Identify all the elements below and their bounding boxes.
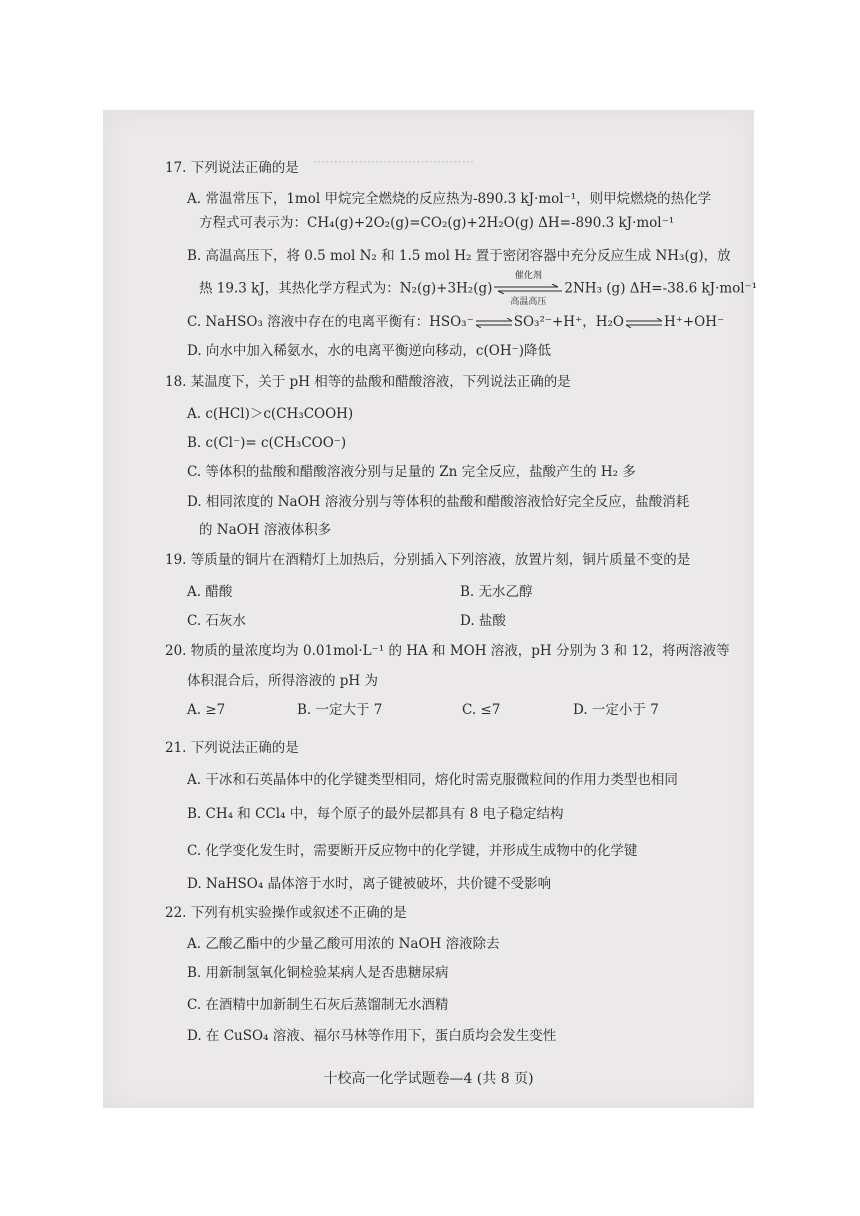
q22-option-d: D. 在 CuSO₄ 溶液、福尔马林等作用下，蛋白质均会发生变性 — [187, 1028, 557, 1044]
q22-stem: 22. 下列有机实验操作或叙述不正确的是 — [165, 905, 407, 921]
page-footer: 十校高一化学试题卷—4 (共 8 页) — [323, 1071, 534, 1087]
q17-option-c-part3: H⁺+OH⁻ — [663, 314, 725, 330]
q21-option-b: B. CH₄ 和 CCl₄ 中，每个原子的最外层都具有 8 电子稳定结构 — [187, 806, 564, 822]
q21-option-d: D. NaHSO₄ 晶体溶于水时，离子键被破坏，共价键不受影响 — [187, 876, 552, 892]
q19-option-d: D. 盐酸 — [460, 613, 506, 629]
q19-stem: 19. 等质量的铜片在酒精灯上加热后，分别插入下列溶液，放置片刻，铜片质量不变的是 — [165, 552, 691, 568]
q18-option-c: C. 等体积的盐酸和醋酸溶液分别与足量的 Zn 完全反应，盐酸产生的 H₂ 多 — [187, 464, 636, 480]
reversible-arrow-icon — [494, 271, 562, 307]
q18-option-b: B. c(Cl⁻)= c(CH₃COO⁻) — [187, 435, 347, 451]
q20-option-a: A. ≥7 — [187, 702, 226, 718]
q20-option-c: C. ≤7 — [462, 702, 501, 718]
q17-option-b-product: 2NH₃ (g) ΔH=-38.6 kJ·mol⁻¹ — [564, 280, 758, 297]
q22-option-b: B. 用新制氢氧化铜检验某病人是否患糖尿病 — [187, 965, 449, 981]
q20-stem-line2: 体积混合后，所得溶液的 pH 为 — [187, 673, 378, 689]
q17-option-b-line1: B. 高温高压下，将 0.5 mol N₂ 和 1.5 mol H₂ 置于密闭容器中充分反应生成 NH₃(g)，放 — [187, 248, 731, 264]
equilibrium-arrow-icon — [474, 318, 514, 328]
condition-label: 高温高压 — [510, 297, 547, 307]
q18-option-a: A. c(HCl)＞c(CH₃COOH) — [187, 406, 354, 422]
q19-option-c: C. 石灰水 — [187, 613, 246, 629]
bleed-through-text: ······································· — [313, 155, 475, 170]
q21-stem: 21. 下列说法正确的是 — [165, 740, 299, 756]
q20-stem-line1: 20. 物质的量浓度均为 0.01mol·L⁻¹ 的 HA 和 MOH 溶液，pH 分别为 3 和 12，将两溶液等 — [165, 643, 730, 659]
exam-paper — [103, 110, 758, 1108]
q18-option-d-line2: 的 NaOH 溶液体积多 — [199, 522, 332, 538]
q17-option-b-line2 — [199, 271, 758, 307]
catalyst-label: 催化剂 — [514, 271, 542, 281]
q18-option-d-line1: D. 相同浓度的 NaOH 溶液分别与等体积的盐酸和醋酸溶液恰好完全反应，盐酸消耗 — [187, 494, 690, 510]
q19-option-a: A. 醋酸 — [187, 584, 233, 600]
q22-option-a: A. 乙酸乙酯中的少量乙酸可用浓的 NaOH 溶液除去 — [187, 936, 500, 952]
q17-option-a-line2: 方程式可表示为：CH₄(g)+2O₂(g)=CO₂(g)+2H₂O(g) ΔH=-890.3 kJ·mol⁻¹ — [199, 215, 675, 231]
q17-option-c-part1: C. NaHSO₃ 溶液中存在的电离平衡有：HSO₃⁻ — [187, 314, 474, 330]
q20-option-b: B. 一定大于 7 — [297, 702, 383, 718]
q20-option-d: D. 一定小于 7 — [573, 702, 659, 718]
q21-option-a: A. 干冰和石英晶体中的化学键类型相同，熔化时需克服微粒间的作用力类型也相同 — [187, 772, 678, 788]
q19-option-b: B. 无水乙醇 — [460, 584, 533, 600]
q17-stem: 17. 下列说法正确的是 — [165, 160, 299, 176]
q17-option-b-text: 热 19.3 kJ，其热化学方程式为：N₂(g)+3H₂(g) — [199, 280, 493, 297]
q17-option-c — [187, 316, 724, 330]
q22-option-c: C. 在酒精中加新制生石灰后蒸馏制无水酒精 — [187, 997, 449, 1013]
q17-option-c-part2: SO₃²⁻+H⁺，H₂O — [513, 314, 624, 330]
q17-option-d: D. 向水中加入稀氨水，水的电离平衡逆向移动，c(OH⁻)降低 — [187, 343, 551, 359]
q17-option-a-line1: A. 常温常压下，1mol 甲烷完全燃烧的反应热为-890.3 kJ·mol⁻¹，则甲烷燃烧的热化学 — [187, 191, 712, 207]
q18-stem: 18. 某温度下，关于 pH 相等的盐酸和醋酸溶液，下列说法正确的是 — [165, 374, 571, 390]
q21-option-c: C. 化学变化发生时，需要断开反应物中的化学键，并形成生成物中的化学键 — [187, 843, 638, 859]
equilibrium-arrow-icon — [624, 318, 664, 328]
